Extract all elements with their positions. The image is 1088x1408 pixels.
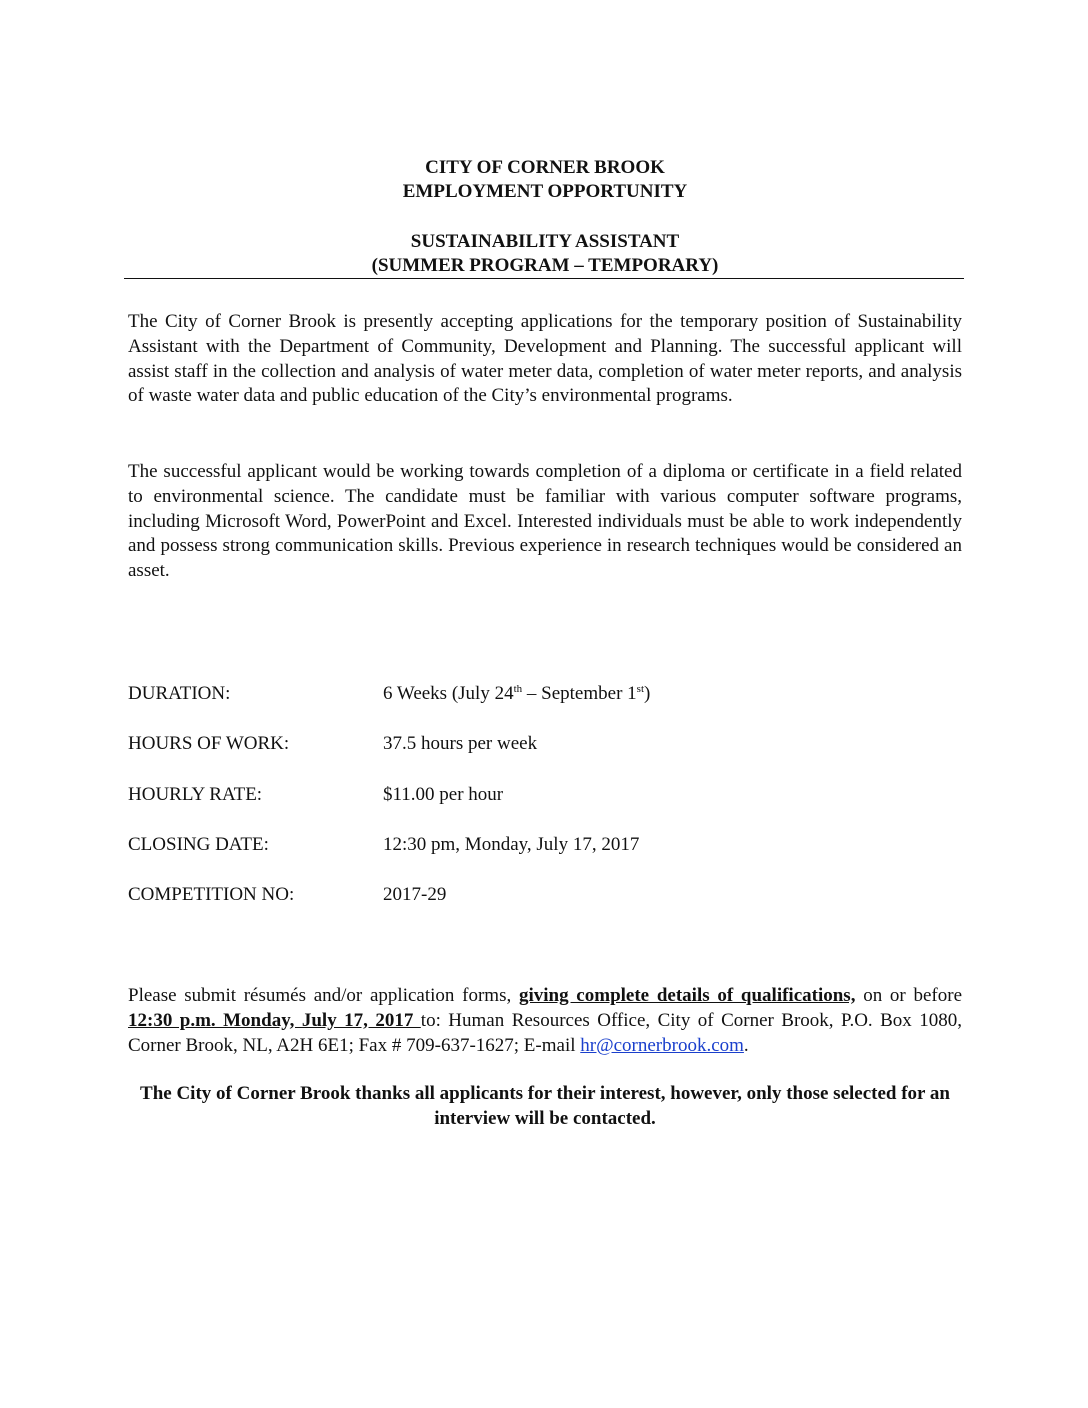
- submission-paragraph: Please submit résumés and/or application forms, giving complete details of qualifications, on or before 12:30 p.m. Monday, July 17, 2017 to: Human Resources Office, City of Corner Brook, P.O. Box 1080, Corner Brook, NL, A2H 6E1; Fax # 709-637-1627; E-mail hr@cornerbrook.com.: [128, 985, 963, 1056]
- position-title: SUSTAINABILITY ASSISTANT: [410, 231, 680, 252]
- qualifications-emphasis: giving complete details of qualifications,: [518, 985, 856, 1006]
- hours-value: 37.5 hours per week: [383, 733, 538, 754]
- email-link[interactable]: hr@cornerbrook.com: [580, 1034, 744, 1056]
- hours-label: HOURS OF WORK:: [128, 733, 290, 754]
- duration-label: DURATION:: [128, 683, 231, 704]
- competition-value: 2017-29: [383, 884, 447, 905]
- closing-label: CLOSING DATE:: [128, 834, 269, 855]
- intro-paragraph: The City of Corner Brook is presently accepting applications for the temporary position of Sustainability Assistant with the Department of Community, Development and Planning. The successful applicant will assist staff in the collection and analysis of water meter data, completion of water meter reports, and analysis of waste water data and public education of the City’s environmental programs.: [128, 311, 962, 407]
- thanks-note: The City of Corner Brook thanks all applicants for their interest, however, only those selected for an interview will be contacted.: [140, 1083, 950, 1129]
- rate-label: HOURLY RATE:: [128, 784, 263, 805]
- program-subtitle: (SUMMER PROGRAM – TEMPORARY): [371, 255, 719, 276]
- duration-value: 6 Weeks (July 24th – September 1st): [383, 683, 651, 704]
- header-city: CITY OF CORNER BROOK: [425, 157, 665, 178]
- header-employment: EMPLOYMENT OPPORTUNITY: [402, 181, 688, 202]
- deadline-emphasis: 12:30 p.m. Monday, July 17, 2017: [128, 1009, 421, 1031]
- header-rule: [124, 278, 964, 279]
- requirements-paragraph: The successful applicant would be working towards completion of a diploma or certificate in a field related to environmental science. The candidate must be familiar with various computer software programs, including Microsoft Word, PowerPoint and Excel. Interested individuals must be able to work independently and possess strong communication skills. Previous experience in research techniques would be considered an asset.: [128, 461, 962, 582]
- closing-value: 12:30 pm, Monday, July 17, 2017: [383, 834, 640, 855]
- competition-label: COMPETITION NO:: [128, 884, 295, 905]
- rate-value: $11.00 per hour: [383, 784, 504, 805]
